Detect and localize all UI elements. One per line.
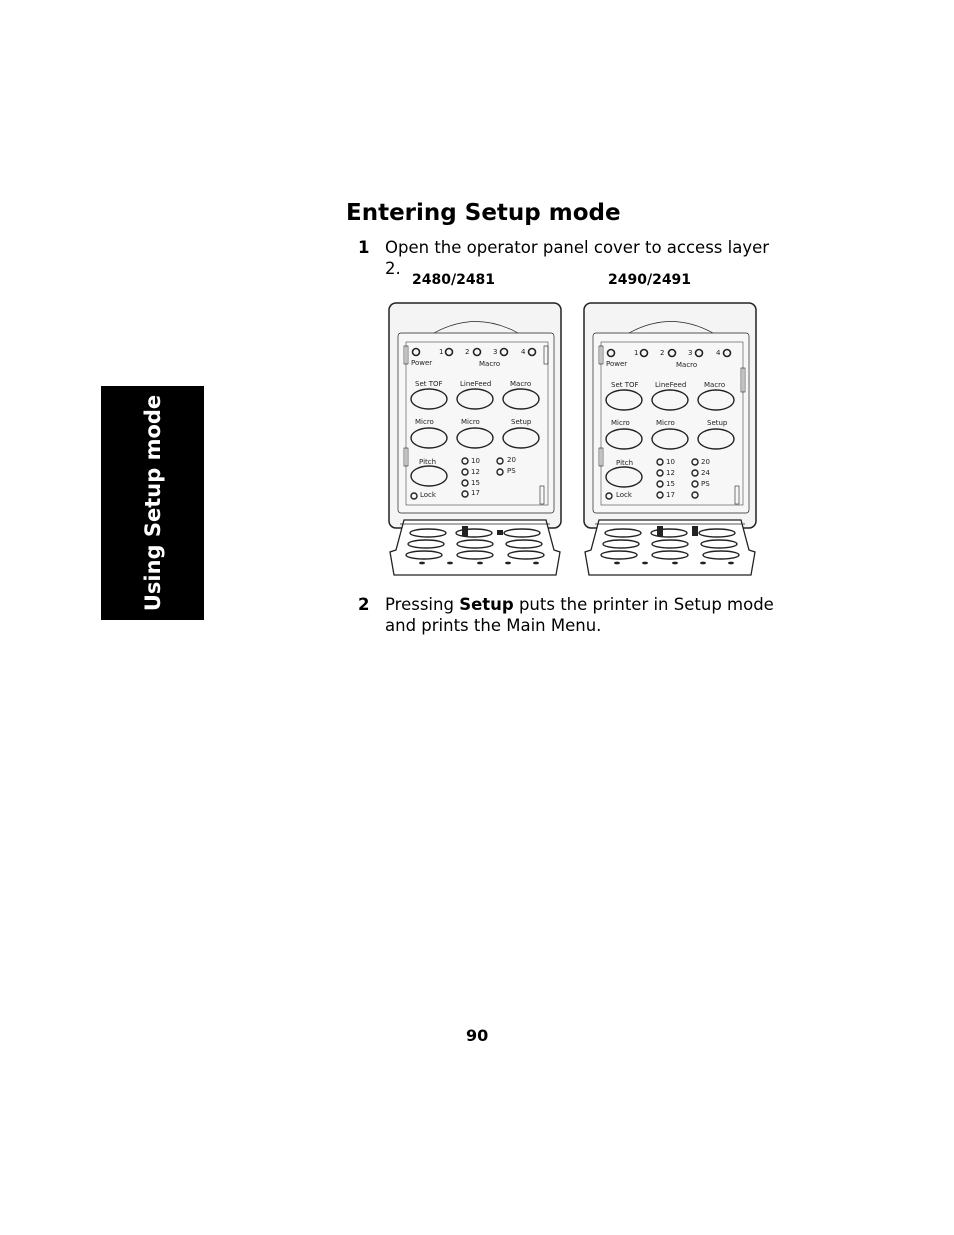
step-number: 2 [358, 595, 370, 614]
led-2-label: 2 [465, 348, 470, 356]
set-tof-label: Set TOF [415, 380, 443, 388]
led-4-label: 4 [716, 349, 721, 357]
side-tab-label: Using Setup mode [140, 394, 165, 612]
pitch-20-label: 20 [507, 456, 516, 464]
set-tof-label: Set TOF [611, 381, 639, 389]
pitch-17-label: 17 [471, 489, 480, 497]
model-label-2480: 2480/2481 [412, 272, 496, 288]
model-label-2490: 2490/2491 [608, 272, 692, 288]
power-label: Power [411, 359, 433, 367]
page-title: Entering Setup mode [346, 200, 621, 226]
page-number: 90 [466, 1026, 489, 1045]
section-side-tab [101, 386, 204, 620]
step-number: 1 [358, 238, 370, 257]
step-text-lead: Pressing [385, 595, 460, 614]
micro-up-label: Micro [611, 419, 630, 427]
step-text: Open the operator panel cover to access layer 2. [385, 238, 770, 278]
pitch-10-label: 10 [666, 458, 675, 466]
step-text-tail: puts the printer in Setup mode and prints the Main Menu. [385, 595, 774, 635]
led-2-label: 2 [660, 349, 665, 357]
micro-down-label: Micro [656, 419, 675, 427]
pitch-12-label: 12 [471, 468, 480, 476]
macro-group-label: Macro [479, 360, 501, 368]
macro-group-label: Macro [676, 361, 698, 369]
pitch-24-label: 24 [701, 469, 710, 477]
pitch-label: Pitch [419, 458, 437, 466]
micro-down-label: Micro [461, 418, 480, 426]
lock-label: Lock [616, 491, 632, 499]
led-4-label: 4 [521, 348, 526, 356]
macro-label: Macro [704, 381, 726, 389]
setup-label: Setup [707, 419, 728, 427]
setup-keyword: Setup [459, 595, 514, 614]
pitch-15-label: 15 [471, 479, 480, 487]
led-3-label: 3 [493, 348, 498, 356]
pitch-20-label: 20 [701, 458, 710, 466]
led-3-label: 3 [688, 349, 693, 357]
operator-panel-2490 [581, 300, 761, 580]
macro-label: Macro [510, 380, 532, 388]
lock-label: Lock [420, 491, 436, 499]
pitch-12-label: 12 [666, 469, 675, 477]
micro-up-label: Micro [415, 418, 434, 426]
pitch-label: Pitch [616, 459, 634, 467]
operator-panel-2480 [386, 300, 566, 580]
led-1-label: 1 [439, 348, 444, 356]
pitch-15-label: 15 [666, 480, 675, 488]
pitch-10-label: 10 [471, 457, 480, 465]
led-1-label: 1 [634, 349, 639, 357]
pitch-ps-label: PS [701, 480, 710, 488]
linefeed-label: LineFeed [460, 380, 492, 388]
pitch-17-label: 17 [666, 491, 675, 499]
setup-label: Setup [511, 418, 532, 426]
step-text [385, 594, 775, 636]
linefeed-label: LineFeed [655, 381, 687, 389]
power-label: Power [606, 360, 628, 368]
pitch-ps-label: PS [507, 467, 516, 475]
